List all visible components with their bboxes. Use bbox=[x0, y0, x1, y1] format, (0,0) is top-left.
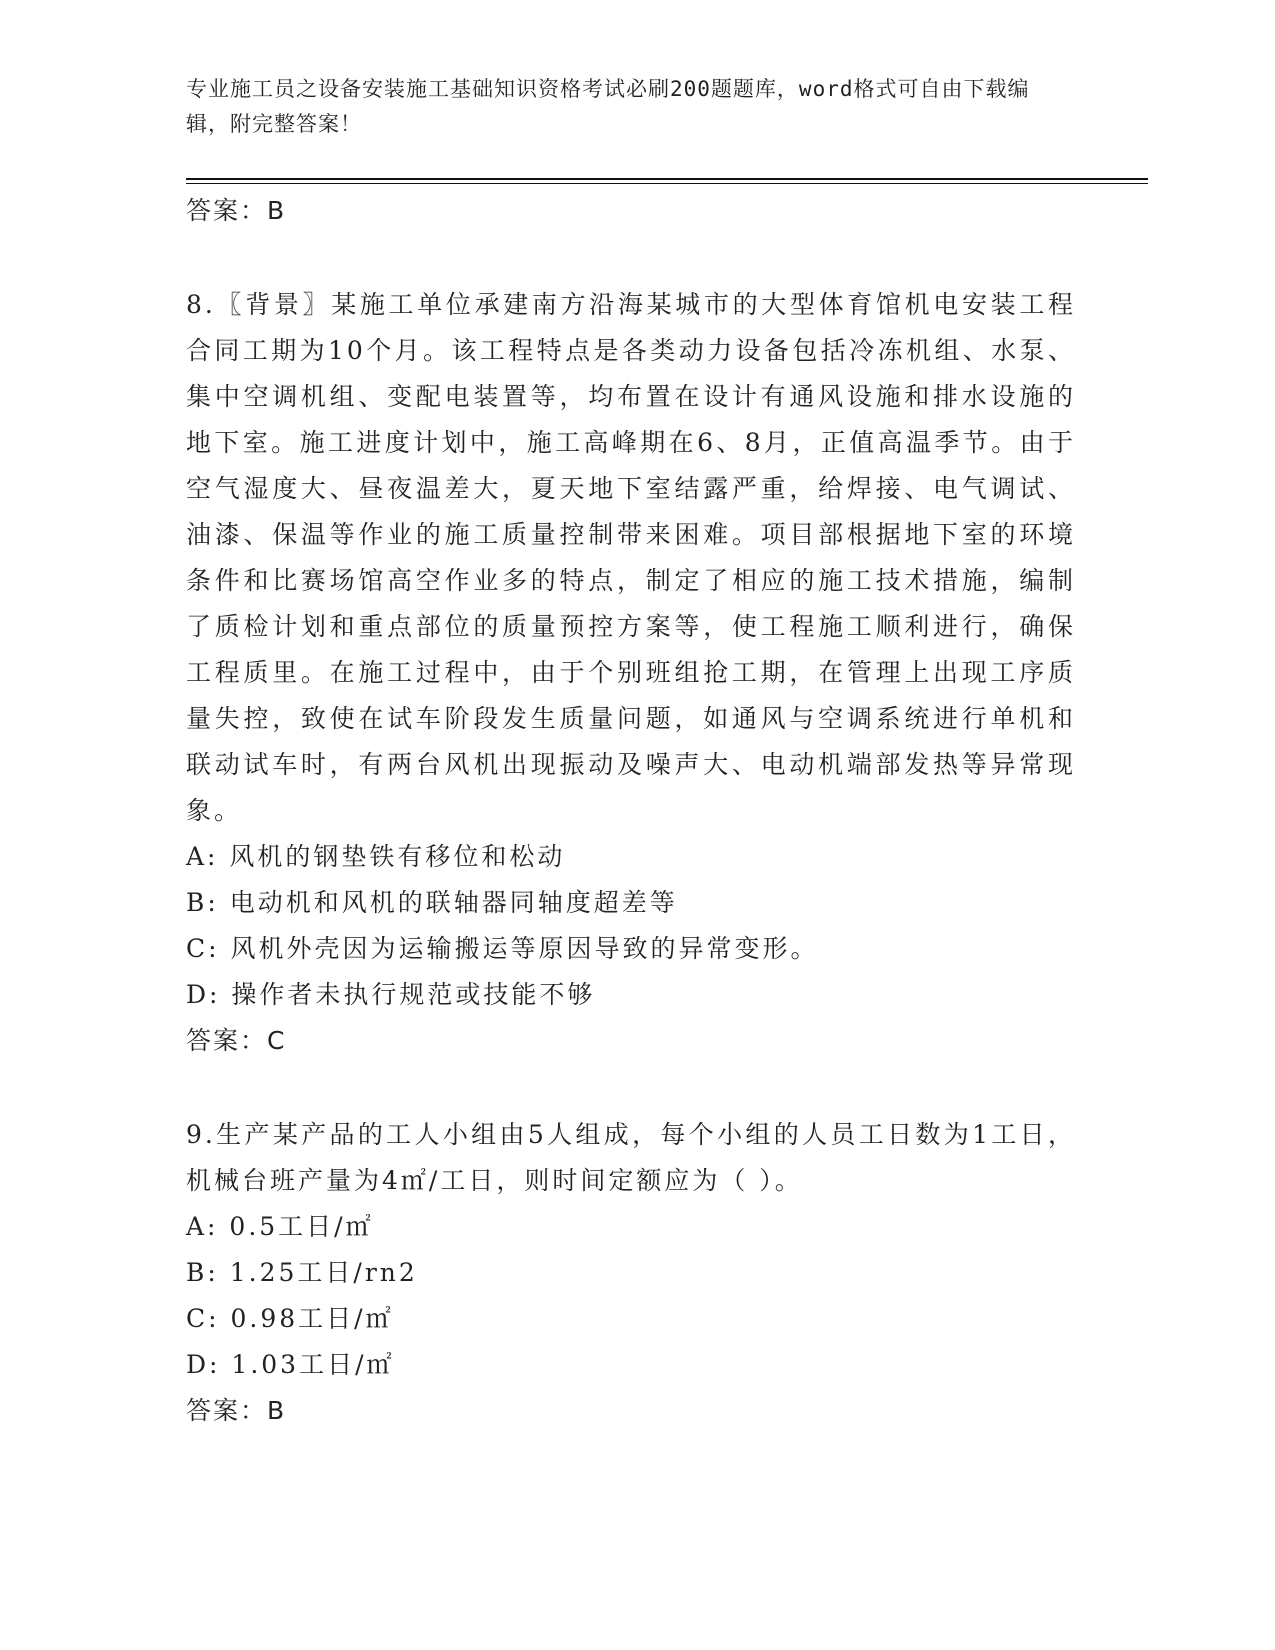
option-c: C: 0.98工日/㎡ bbox=[186, 1304, 394, 1333]
header-rule-thick bbox=[186, 178, 1148, 180]
option-a: A: 风机的钢垫铁有移位和松动 bbox=[186, 842, 566, 871]
spacer bbox=[186, 234, 1076, 282]
question-8 bbox=[186, 282, 1076, 1064]
question-content bbox=[186, 186, 1076, 1434]
question-text: 8.〖背景〗某施工单位承建南方沿海某城市的大型体育馆机电安装工程合同工期为10个月。该工程特点是各类动力设备包括冷冻机组、水泵、集中空调机组、变配电装置等，均布置在设计有通风设施和排水设施的地下室。施工进度计划中，施工高峰期在6、8月，正值高温季节。由于空气湿度大、昼夜温差大，夏天地下室结露严重，给焊接、电气调试、油漆、保温等作业的施工质量控制带来困难。项目部根据地下室的环境条件和比赛场馆高空作业多的特点，制定了相应的施工技术措施，编制了质检计划和重点部位的质量预控方案等，使工程施工顺利进行，确保工程质里。在施工过程中，由于个别班组抢工期，在管理上出现工序质量失控，致使在试车阶段发生质量问题，如通风与空调系统进行单机和联动试车时，有两台风机出现振动及噪声大、电动机端部发热等异常现象。 bbox=[186, 290, 1076, 825]
document-header: 专业施工员之设备安装施工基础知识资格考试必刷200题题库，word格式可自由下载编辑，附完整答案！ bbox=[186, 77, 1030, 136]
option-b: B: 电动机和风机的联轴器同轴度超差等 bbox=[186, 888, 678, 917]
question-text: 9.生产某产品的工人小组由5人组成，每个小组的人员工日数为1工日，机械台班产量为4㎡/工日，则时间定额应为（ ）。 bbox=[186, 1120, 1076, 1195]
option-d: D: 1.03工日/㎡ bbox=[186, 1350, 395, 1379]
question-9 bbox=[186, 1112, 1076, 1434]
previous-answer: 答案：B bbox=[186, 196, 287, 225]
answer: 答案：B bbox=[186, 1396, 287, 1425]
option-d: D: 操作者未执行规范或技能不够 bbox=[186, 980, 596, 1009]
answer: 答案：C bbox=[186, 1026, 287, 1055]
header-rule-thin bbox=[186, 183, 1148, 184]
option-c: C: 风机外壳因为运输搬运等原因导致的异常变形。 bbox=[186, 934, 819, 963]
option-a: A: 0.5工日/㎡ bbox=[186, 1212, 374, 1241]
spacer bbox=[186, 1064, 1076, 1112]
option-b: B: 1.25工日/rn2 bbox=[186, 1258, 418, 1287]
